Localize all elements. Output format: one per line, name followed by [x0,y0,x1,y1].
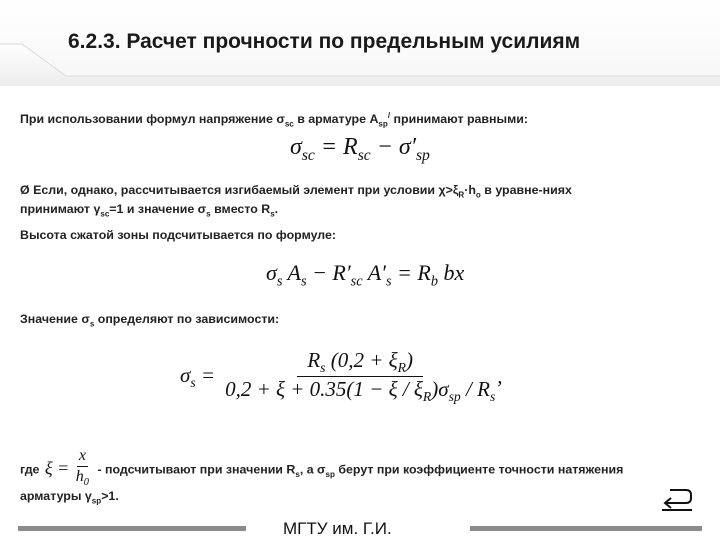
condition-sub-r: R [458,190,465,200]
bullet-arrow-icon: Ø [20,183,30,197]
xi-denominator: $h_0$ [75,468,89,489]
sigma-s-heading [20,310,279,333]
intro-sub-sp: sp [378,119,388,129]
reinf-text-start: арматуры γ [20,489,92,503]
condition-text-start: Если, однако, рассчитывается изгибаемый элемент при условии χ>ξ [29,183,459,197]
where-text-start: - подсчитывают при значении R [97,462,296,477]
where-sub-s: s [295,470,300,480]
cont-sub-sc: sc [100,209,110,219]
sigma-s-sub: s [89,319,95,329]
cont-text-start: принимают γ [20,202,101,216]
intro-line [20,107,528,134]
intro-text-end: принимают равными: [390,112,529,127]
condition-sub-o: o [475,190,481,200]
intro-sub-sc: sc [284,119,294,129]
formula-sigma-s: $\sigma_s$ = $\frac{R_s (0,2 + \xi_R)}{0,2 + \xi + 0.35(1 - \xi / \xi_R)\sigma_{sp} / R_s}$ , [180,348,503,405]
intro-sup-prime: / [387,111,391,120]
formula-xi: ξ = $\frac{x}{h_0}$ [45,458,96,478]
cont-text-middle: =1 и значение σ [109,202,207,216]
condition-text-middle: ·h [464,183,476,197]
intro-text-start: При использовании формул напряжение σ [20,112,285,127]
reinf-text-end: >1. [101,489,119,503]
slide-title: 6.2.3. Расчет прочности по предельным усилиям [68,30,581,53]
sigma-s-text-end: определяют по зависимости: [94,312,280,326]
compression-zone-heading: Высота сжатой зоны подсчитывается по формуле: [20,228,337,242]
footer-bar-left [18,526,246,531]
where-label: где [20,462,40,477]
where-text-end: берут при коэффициенте точности натяжения [334,462,624,477]
where-text-middle: , а σ [299,462,326,477]
reinforcement-line [20,487,119,510]
sigma-s-text-start: Значение σ [20,312,90,326]
return-arrow-icon[interactable] [660,484,694,512]
condition-line-continued [20,200,278,223]
formula-sigma-sc: $\sigma_{sc} = R_{sc} - \sigma'_{sp}$ [290,134,430,164]
footer-institution: МГТУ им. Г.И. [283,519,392,538]
formula-compression-zone: $\sigma_s$ $A_s - R'_{sc}$ $A'_s = R_b$ bx [266,260,465,290]
footer-bar-right [470,526,702,531]
where-sub-sp: sp [325,470,335,480]
cont-text-end: . [274,202,279,216]
cont-text-middle2: вместо R [210,202,271,216]
cont-sub-s2: s [270,209,275,219]
reinf-sub-sp: sp [91,496,102,506]
xi-numerator: x [77,446,88,467]
condition-text-end: в уравне-ниях [480,183,572,197]
cont-sub-s: s [206,209,211,219]
intro-text-middle: в арматуре A [293,112,379,127]
